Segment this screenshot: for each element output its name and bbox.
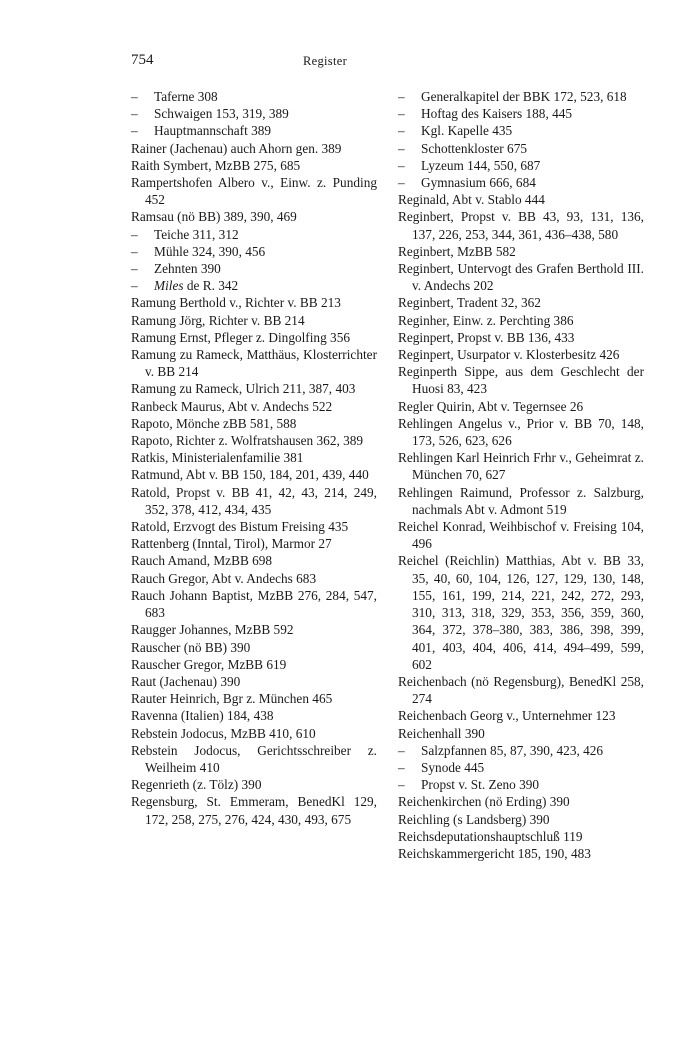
index-subentry: [131, 122, 377, 139]
index-entry: [131, 621, 377, 638]
entry-text: Rauch Johann Baptist, MzBB 276, 284, 547, 683: [131, 587, 377, 621]
index-entry: [131, 380, 377, 397]
index-entry: [398, 707, 644, 724]
index-entry: [398, 552, 644, 672]
index-entry: [131, 725, 377, 742]
index-entry: [398, 260, 644, 294]
index-entry: [131, 346, 377, 380]
index-entry: [131, 639, 377, 656]
index-entry: [398, 725, 644, 742]
index-entry: [131, 742, 377, 776]
index-subentry: [131, 260, 377, 277]
index-entry: [131, 518, 377, 535]
entry-text: Mühle 324, 390, 456: [154, 243, 266, 259]
index-subentry: [131, 277, 377, 294]
index-entry: [398, 243, 644, 260]
entry-text: Reginbert, Untervogt des Grafen Berthold III. v. Andechs 202: [398, 261, 644, 294]
subentry-dash: –: [398, 759, 405, 775]
running-head: Register: [302, 54, 348, 68]
index-entry: [131, 570, 377, 587]
index-entry: [131, 329, 377, 346]
index-subentry: [398, 174, 644, 191]
entry-text: Raut (Jachenau) 390: [131, 673, 241, 689]
subentry-dash: –: [131, 226, 138, 242]
entry-text: Reichel Konrad, Weihbischof v. Freising 104, 496: [398, 519, 644, 552]
entry-text: Salzpfannen 85, 87, 390, 423, 426: [421, 742, 604, 758]
entry-text: Reichenhall 390: [398, 725, 485, 741]
page-number: 754: [131, 52, 154, 68]
index-entry: [398, 398, 644, 415]
index-entry: [398, 793, 644, 810]
entry-text: Rebstein Jodocus, Gerichtsschreiber z. Weilheim 410: [131, 742, 377, 775]
entry-text: Raugger Johannes, MzBB 592: [131, 622, 294, 638]
entry-text: Rauter Heinrich, Bgr z. München 465: [131, 691, 333, 707]
index-column-right: [398, 88, 644, 862]
index-subentry: [131, 105, 377, 122]
entry-text: Reginbert, Propst v. BB 43, 93, 131, 136, 137, 226, 253, 344, 361, 436–438, 580: [398, 209, 644, 242]
entry-text: Rauch Gregor, Abt v. Andechs 683: [131, 570, 317, 586]
entry-text: Reichel (Reichlin) Matthias, Abt v. BB 33, 35, 40, 60, 104, 126, 127, 129, 130, 148, 155, 161, 199, 214, 221, 242, 272, 293, 310, 313, 318, 329, 353, 356, 359, 360, 364, 372, 378–380, 383, 386, 398, 399, 401, 403, 404, 406, 414, 494–499, 599, 602: [398, 553, 644, 672]
entry-text: Rapoto, Mönche zBB 581, 588: [131, 415, 297, 431]
entry-text: Ravenna (Italien) 184, 438: [131, 708, 274, 724]
italic-term: Miles: [154, 278, 184, 294]
subentry-dash: –: [131, 278, 138, 294]
index-subentry: [398, 140, 644, 157]
index-subentry: [398, 105, 644, 122]
entry-text: Hauptmannschaft 389: [154, 123, 272, 139]
entry-text: Reginbert, MzBB 582: [398, 243, 516, 259]
entry-text: Hoftag des Kaisers 188, 445: [421, 106, 573, 122]
index-entry: [131, 174, 377, 208]
index-entry: [398, 673, 644, 707]
subentry-dash: –: [398, 123, 405, 139]
index-entry: [131, 140, 377, 157]
subentry-dash: –: [398, 175, 405, 191]
index-subentry: [398, 122, 644, 139]
index-entry: [131, 415, 377, 432]
entry-text: Lyzeum 144, 550, 687: [421, 157, 541, 173]
entry-text: Schottenkloster 675: [421, 140, 527, 156]
entry-text: Ramsau (nö BB) 389, 390, 469: [131, 209, 297, 225]
subentry-dash: –: [131, 106, 138, 122]
subentry-dash: –: [398, 89, 405, 104]
entry-text: Gymnasium 666, 684: [421, 175, 536, 191]
entry-text: Zehnten 390: [154, 261, 221, 277]
index-entry: [131, 398, 377, 415]
entry-text: Reichenbach (nö Regensburg), BenedKl 258, 274: [398, 673, 644, 707]
entry-text: Rauch Amand, MzBB 698: [131, 553, 273, 569]
index-entry: [131, 673, 377, 690]
entry-text: Regensburg, St. Emmeram, BenedKl 129, 172, 258, 275, 276, 424, 430, 493, 675: [131, 794, 377, 827]
entry-text: Rattenberg (Inntal, Tirol), Marmor 27: [131, 536, 332, 552]
entry-text: Reginperth Sippe, aus dem Geschlecht der Huosi 83, 423: [398, 364, 644, 397]
index-entry: [131, 294, 377, 311]
entry-text: Reginpert, Propst v. BB 136, 433: [398, 329, 575, 345]
entry-text: Ramung Jörg, Richter v. BB 214: [131, 312, 305, 328]
entry-text: Regenrieth (z. Tölz) 390: [131, 777, 262, 793]
index-entry: [131, 776, 377, 793]
index-subentry: [398, 157, 644, 174]
entry-text: Kgl. Kapelle 435: [421, 123, 513, 139]
subentry-dash: –: [131, 243, 138, 259]
index-entry: [131, 449, 377, 466]
entry-text: Reichenkirchen (nö Erding) 390: [398, 794, 570, 810]
subentry-dash: –: [398, 777, 405, 793]
entry-text: Synode 445: [421, 759, 485, 775]
entry-text: Propst v. St. Zeno 390: [421, 777, 540, 793]
entry-text: Rebstein Jodocus, MzBB 410, 610: [131, 725, 316, 741]
index-entry: [398, 346, 644, 363]
entry-text: Ratmund, Abt v. BB 150, 184, 201, 439, 440: [131, 467, 369, 483]
entry-text: Rapoto, Richter z. Wolfratshausen 362, 389: [131, 433, 364, 449]
entry-text: Ramung zu Rameck, Ulrich 211, 387, 403: [131, 381, 356, 397]
entry-text: Ratold, Erzvogt des Bistum Freising 435: [131, 519, 349, 535]
subentry-dash: –: [398, 742, 405, 758]
index-entry: [398, 208, 644, 242]
entry-text: Rauscher (nö BB) 390: [131, 639, 251, 655]
index-entry: [398, 828, 644, 845]
entry-text: Regler Quirin, Abt v. Tegernsee 26: [398, 398, 584, 414]
index-entry: [131, 432, 377, 449]
index-subentry: [398, 776, 644, 793]
entry-text: Reichskammergericht 185, 190, 483: [398, 845, 591, 861]
subentry-dash: –: [131, 261, 138, 277]
index-entry: [131, 552, 377, 569]
entry-text: Ramung Berthold v., Richter v. BB 213: [131, 295, 341, 311]
index-entry: [131, 312, 377, 329]
index-entry: [398, 329, 644, 346]
entry-text: Rehlingen Angelus v., Prior v. BB 70, 148, 173, 526, 623, 626: [398, 415, 644, 449]
entry-text: Rehlingen Raimund, Professor z. Salzburg, nachmals Abt v. Admont 519: [398, 484, 644, 517]
index-entry: [131, 466, 377, 483]
entry-text: Reginher, Einw. z. Perchting 386: [398, 312, 574, 328]
index-entry: [398, 811, 644, 828]
entry-text: Ranbeck Maurus, Abt v. Andechs 522: [131, 398, 333, 414]
subentry-dash: –: [398, 140, 405, 156]
entry-text: Ratkis, Ministerialenfamilie 381: [131, 450, 304, 466]
index-entry: [131, 535, 377, 552]
subentry-dash: –: [131, 89, 138, 104]
entry-text: Reichsdeputationshauptschluß 119: [398, 828, 583, 844]
index-entry: [398, 484, 644, 518]
entry-text: Reichling (s Landsberg) 390: [398, 811, 550, 827]
index-entry: [398, 845, 644, 862]
entry-text: Rainer (Jachenau) auch Ahorn gen. 389: [131, 140, 342, 156]
index-entry: [398, 294, 644, 311]
entry-text: Schwaigen 153, 319, 389: [154, 106, 289, 122]
index-subentry: [131, 226, 377, 243]
index-entry: [131, 793, 377, 827]
entry-text: Reginald, Abt v. Stablo 444: [398, 192, 545, 208]
index-entry: [131, 484, 377, 518]
index-entry: [131, 690, 377, 707]
index-subentry: [398, 742, 644, 759]
index-subentry: [131, 88, 377, 105]
index-subentry: [398, 759, 644, 776]
entry-text: Teiche 311, 312: [154, 226, 239, 242]
subentry-dash: –: [398, 106, 405, 122]
index-entry: [131, 587, 377, 621]
index-entry: [398, 191, 644, 208]
entry-text: Reginbert, Tradent 32, 362: [398, 295, 541, 311]
entry-text: Rehlingen Karl Heinrich Frhr v., Geheimrat z. München 70, 627: [398, 450, 644, 483]
entry-text: Reichenbach Georg v., Unternehmer 123: [398, 708, 616, 724]
entry-text: Ratold, Propst v. BB 41, 42, 43, 214, 249, 352, 378, 412, 434, 435: [131, 484, 377, 517]
entry-text: Ramung zu Rameck, Matthäus, Klosterrichter v. BB 214: [131, 347, 377, 380]
entry-text: Raith Symbert, MzBB 275, 685: [131, 157, 301, 173]
index-entry: [398, 312, 644, 329]
entry-text: Reginpert, Usurpator v. Klosterbesitz 426: [398, 347, 620, 363]
index-entry: [398, 518, 644, 552]
index-subentry: [398, 88, 644, 105]
index-entry: [398, 415, 644, 449]
index-entry: [131, 208, 377, 225]
entry-text: Rampertshofen Albero v., Einw. z. Punding 452: [131, 175, 377, 208]
subentry-dash: –: [398, 157, 405, 173]
index-entry: [398, 363, 644, 397]
entry-text: Generalkapitel der BBK 172, 523, 618: [421, 89, 627, 104]
index-subentry: [131, 243, 377, 260]
index-entry: [131, 707, 377, 724]
entry-text: Taferne 308: [154, 89, 218, 104]
entry-text: de R. 342: [183, 278, 239, 294]
index-entry: [131, 656, 377, 673]
index-entry: [398, 449, 644, 483]
index-column-left: [131, 88, 377, 828]
entry-text: Rauscher Gregor, MzBB 619: [131, 656, 287, 672]
entry-text: Ramung Ernst, Pfleger z. Dingolfing 356: [131, 329, 350, 345]
index-entry: [131, 157, 377, 174]
subentry-dash: –: [131, 123, 138, 139]
